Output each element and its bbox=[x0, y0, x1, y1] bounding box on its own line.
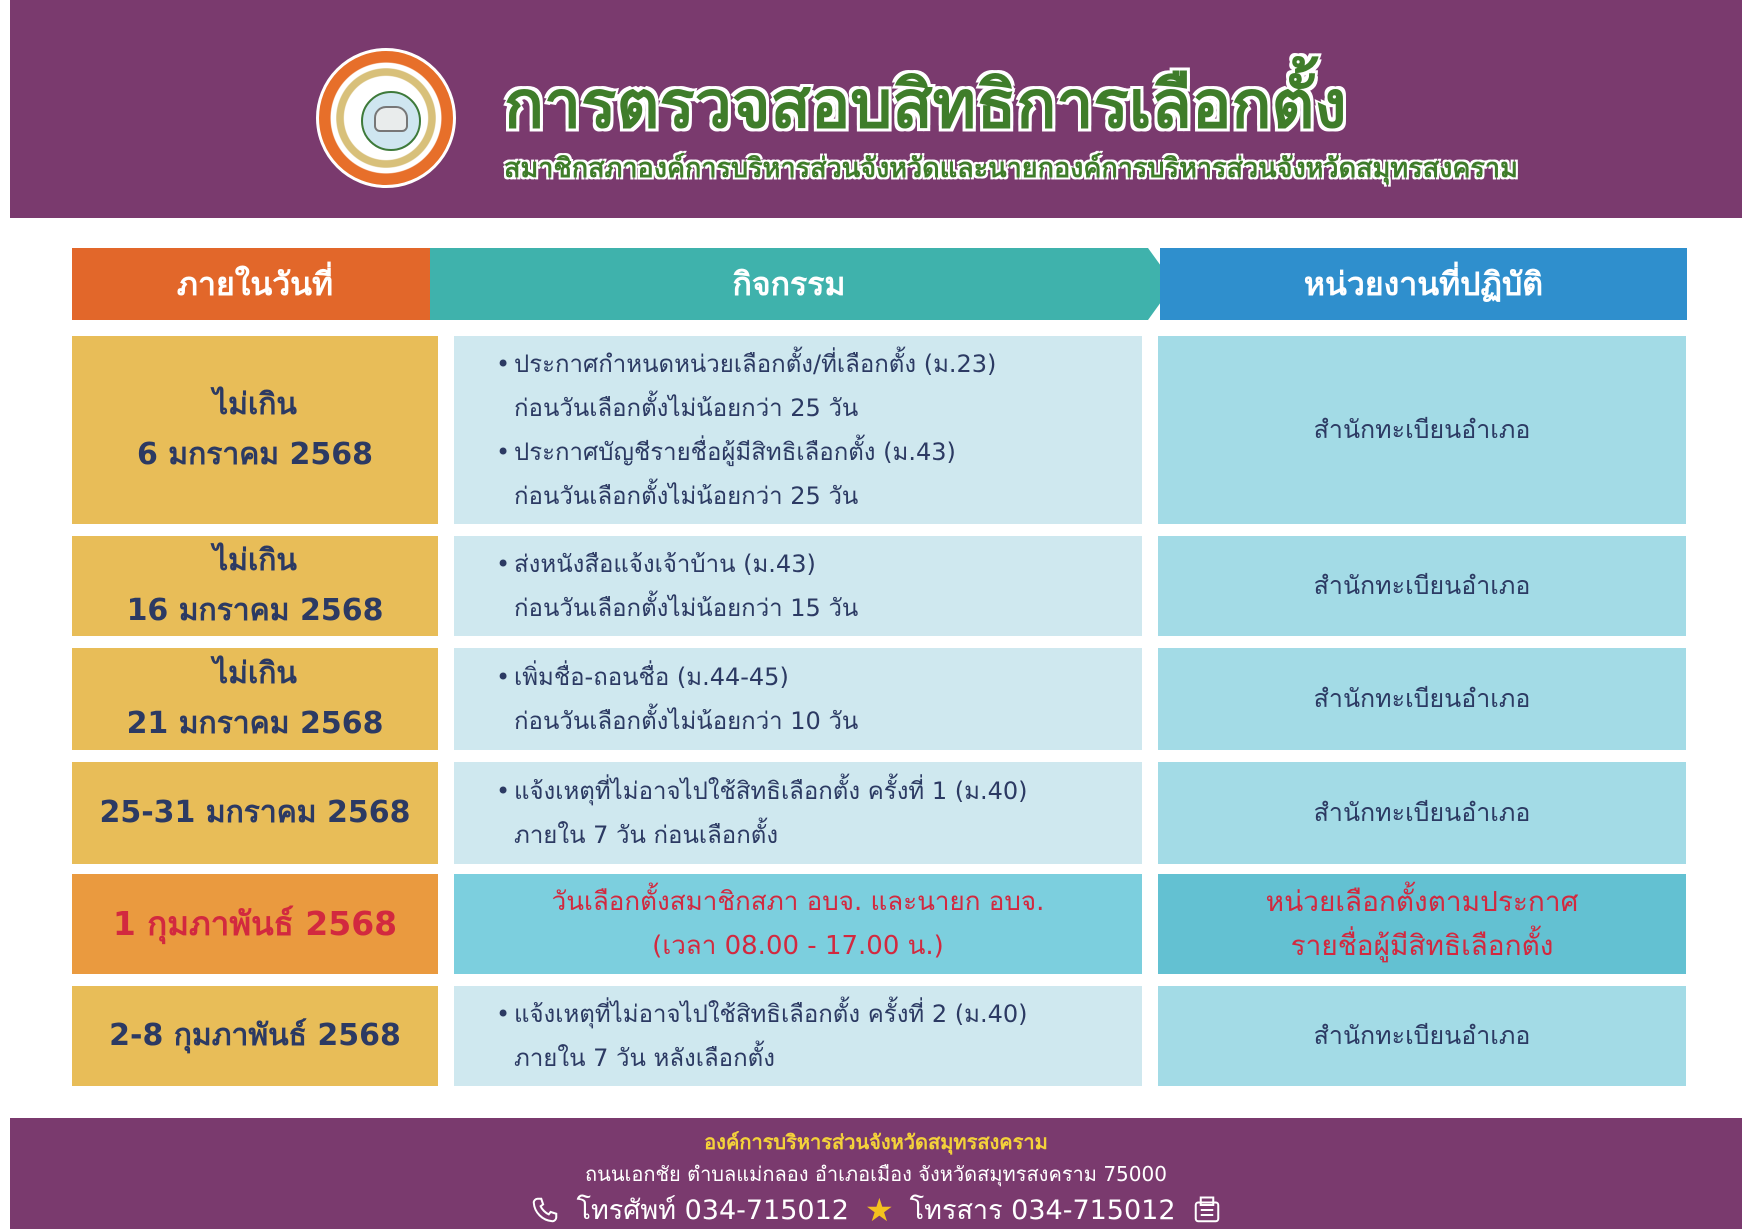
unit-text: สำนักทะเบียนอำเภอ bbox=[1313, 571, 1531, 600]
activity-item: • ส่งหนังสือแจ้งเจ้าบ้าน (ม.43) bbox=[496, 550, 816, 578]
phone-icon bbox=[530, 1195, 560, 1225]
column-header-unit: หน่วยงานที่ปฏิบัติ bbox=[1160, 248, 1687, 320]
column-header-date: ภายในวันที่ bbox=[72, 248, 438, 320]
table-row-activity bbox=[454, 648, 1142, 750]
election-day-date bbox=[72, 874, 438, 974]
activity-note: (เวลา 08.00 - 17.00 น.) bbox=[652, 931, 944, 961]
header-banner bbox=[10, 0, 1742, 218]
table-row-date bbox=[72, 762, 438, 864]
unit-text: รายชื่อผู้มีสิทธิเลือกตั้ง bbox=[1290, 929, 1554, 962]
page-subtitle: สมาชิกสภาองค์การบริหารส่วนจังหวัดและนายกองค์การบริหารส่วนจังหวัดสมุทรสงคราม bbox=[504, 153, 1518, 184]
footer-org-name: องค์การบริหารส่วนจังหวัดสมุทรสงคราม bbox=[704, 1130, 1048, 1154]
election-day-unit bbox=[1158, 874, 1686, 974]
page-title: การตรวจสอบสิทธิการเลือกตั้ง bbox=[504, 66, 1347, 143]
activity-note: ก่อนวันเลือกตั้งไม่น้อยกว่า 25 วัน bbox=[514, 394, 859, 422]
activity-text: ประกาศกำหนดหน่วยเลือกตั้ง/ที่เลือกตั้ง (ม.23) bbox=[514, 350, 997, 378]
footer-contact bbox=[10, 1188, 1742, 1231]
table-row-unit bbox=[1158, 336, 1686, 524]
activity-item: • เพิ่มชื่อ-ถอนชื่อ (ม.44-45) bbox=[496, 663, 789, 691]
activity-note: ก่อนวันเลือกตั้งไม่น้อยกว่า 25 วัน bbox=[514, 482, 859, 510]
table-row-activity bbox=[454, 762, 1142, 864]
date-value: 2-8 กุมภาพันธ์ 2568 bbox=[109, 1018, 401, 1053]
unit-text: สำนักทะเบียนอำเภอ bbox=[1313, 684, 1531, 713]
star-icon: ★ bbox=[864, 1190, 894, 1229]
unit-text: สำนักทะเบียนอำเภอ bbox=[1313, 798, 1531, 827]
footer-address: ถนนเอกชัย ตำบลแม่กลอง อำเภอเมือง จังหวัดสมุทรสงคราม 75000 bbox=[585, 1162, 1167, 1186]
fax-number: โทรสาร 034-715012 bbox=[909, 1195, 1176, 1226]
activity-note: ภายใน 7 วัน หลังเลือกตั้ง bbox=[514, 1044, 775, 1072]
activity-text: เพิ่มชื่อ-ถอนชื่อ (ม.44-45) bbox=[514, 663, 789, 691]
date-prefix: ไม่เกิน bbox=[213, 387, 297, 422]
table-row-date bbox=[72, 336, 438, 524]
table-row-unit bbox=[1158, 648, 1686, 750]
column-header-activity: กิจกรรม bbox=[430, 248, 1148, 320]
activity-text: ประกาศบัญชีรายชื่อผู้มีสิทธิเลือกตั้ง (ม.43) bbox=[514, 438, 956, 466]
table-row-date bbox=[72, 648, 438, 750]
date-value: 16 มกราคม 2568 bbox=[126, 593, 384, 628]
activity-item: • แจ้งเหตุที่ไม่อาจไปใช้สิทธิเลือกตั้ง ครั้งที่ 2 (ม.40) bbox=[496, 1000, 1028, 1028]
table-row-unit bbox=[1158, 762, 1686, 864]
activity-note: ก่อนวันเลือกตั้งไม่น้อยกว่า 15 วัน bbox=[514, 594, 859, 622]
provincial-seal-icon bbox=[316, 48, 456, 188]
date-value: 1 กุมภาพันธ์ 2568 bbox=[112, 904, 398, 943]
activity-note: ก่อนวันเลือกตั้งไม่น้อยกว่า 10 วัน bbox=[514, 707, 859, 735]
date-value: 21 มกราคม 2568 bbox=[126, 706, 384, 741]
date-value: 6 มกราคม 2568 bbox=[136, 437, 373, 472]
unit-text: สำนักทะเบียนอำเภอ bbox=[1313, 415, 1531, 444]
footer-banner bbox=[10, 1118, 1742, 1229]
date-value: 25-31 มกราคม 2568 bbox=[99, 795, 411, 830]
date-prefix: ไม่เกิน bbox=[213, 656, 297, 691]
activity-item: • แจ้งเหตุที่ไม่อาจไปใช้สิทธิเลือกตั้ง ครั้งที่ 1 (ม.40) bbox=[496, 777, 1028, 805]
activity-text: ส่งหนังสือแจ้งเจ้าบ้าน (ม.43) bbox=[514, 550, 816, 578]
unit-text: สำนักทะเบียนอำเภอ bbox=[1313, 1021, 1531, 1050]
activity-text: แจ้งเหตุที่ไม่อาจไปใช้สิทธิเลือกตั้ง ครั้งที่ 2 (ม.40) bbox=[514, 1000, 1028, 1028]
election-day-activity bbox=[454, 874, 1142, 974]
phone-number[interactable]: โทรศัพท์ 034-715012 bbox=[576, 1195, 849, 1226]
activity-note: ภายใน 7 วัน ก่อนเลือกตั้ง bbox=[514, 821, 779, 849]
fax-icon bbox=[1192, 1195, 1222, 1225]
date-prefix: ไม่เกิน bbox=[213, 543, 297, 578]
table-row-date bbox=[72, 986, 438, 1086]
table-row-unit bbox=[1158, 536, 1686, 636]
elephant-icon bbox=[374, 106, 408, 132]
activity-text: วันเลือกตั้งสมาชิกสภา อบจ. และนายก อบจ. bbox=[551, 887, 1045, 917]
table-row-activity bbox=[454, 986, 1142, 1086]
activity-item: • ประกาศบัญชีรายชื่อผู้มีสิทธิเลือกตั้ง (ม.43) bbox=[496, 438, 956, 466]
table-row-activity bbox=[454, 536, 1142, 636]
unit-text: หน่วยเลือกตั้งตามประกาศ bbox=[1265, 885, 1579, 918]
table-row-activity bbox=[454, 336, 1142, 524]
activity-item: • ประกาศกำหนดหน่วยเลือกตั้ง/ที่เลือกตั้ง (ม.23) bbox=[496, 350, 997, 378]
table-row-date bbox=[72, 536, 438, 636]
table-row-unit bbox=[1158, 986, 1686, 1086]
activity-text: แจ้งเหตุที่ไม่อาจไปใช้สิทธิเลือกตั้ง ครั้งที่ 1 (ม.40) bbox=[514, 777, 1028, 805]
